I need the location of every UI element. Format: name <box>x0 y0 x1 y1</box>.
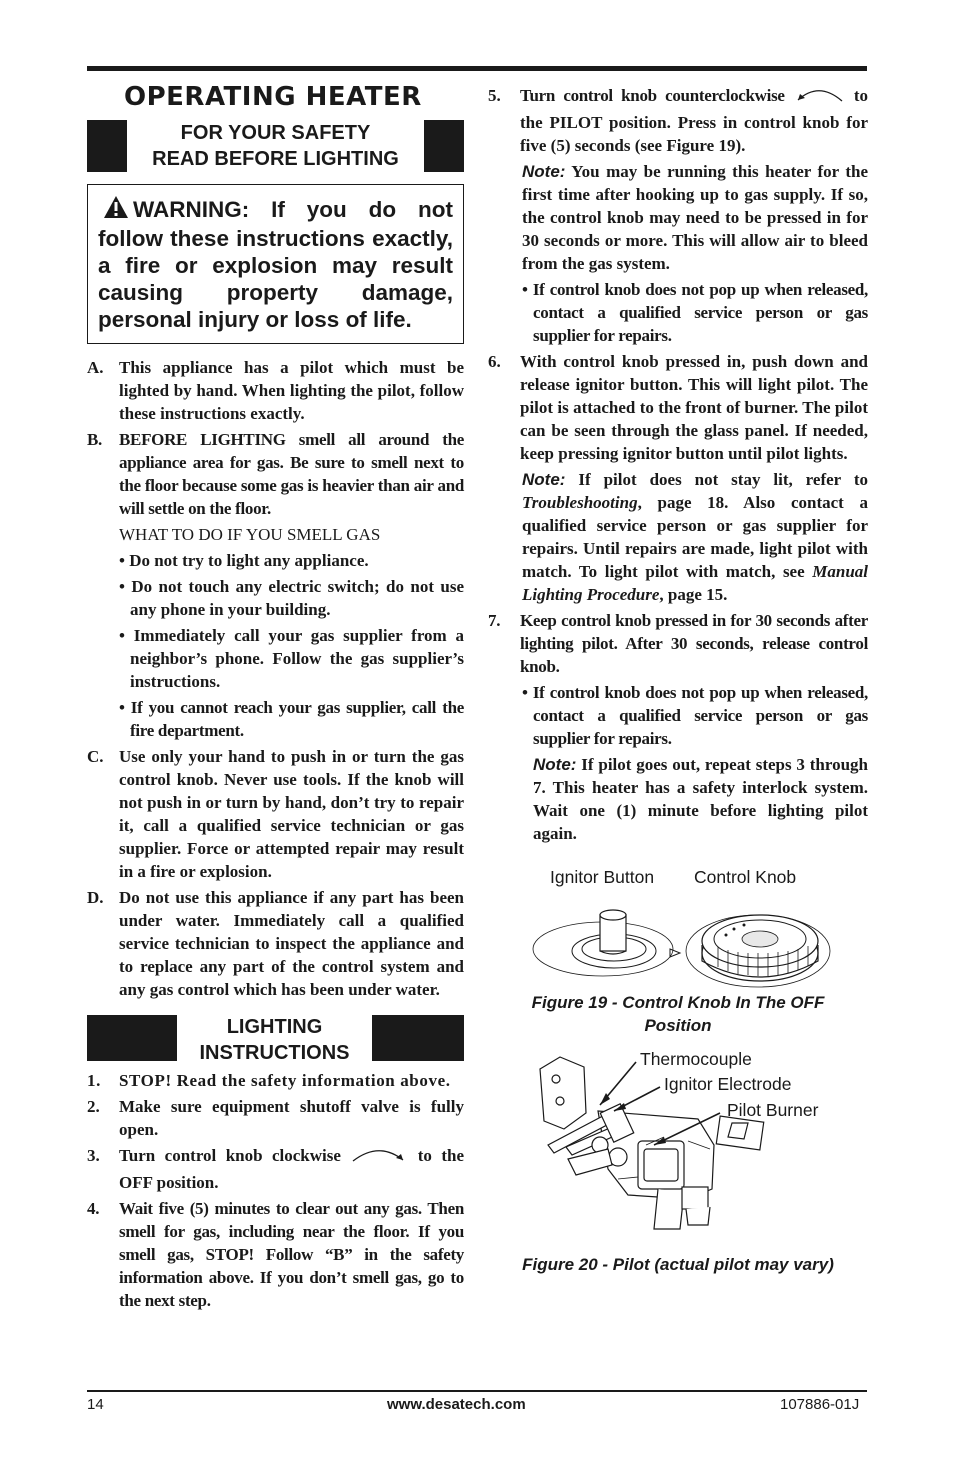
item-text: Do not use this appliance if any part has been under water. Immediately call a qualified service technician to inspect the appliance and to replace any part of the control system and any gas control which has been under water. <box>119 888 464 999</box>
note-ref-troubleshooting: Troubleshooting <box>522 493 638 512</box>
step-label: 2. <box>87 1097 100 1116</box>
step-label: 6. <box>488 352 501 371</box>
clockwise-arrow-icon <box>350 1147 408 1171</box>
smell-gas-bullet: • Do not try to light any appliance. <box>119 551 369 570</box>
top-rule <box>87 66 867 71</box>
smell-gas-bullet: • Do not touch any electric switch; do not use any phone in your building. <box>119 577 464 619</box>
step-label: 7. <box>488 611 501 630</box>
figure-20-caption: Figure 20 - Pilot (actual pilot may vary) <box>522 1255 834 1274</box>
note-text: , page 18. Also contact a qualified service person or gas supplier for repairs. Until repairs are made, light pilot with match. To light pilot with match, see <box>522 493 868 581</box>
step-text-a: Turn control knob clockwise <box>119 1146 341 1165</box>
step-text: Make sure equipment shutoff valve is fully open. <box>119 1097 464 1139</box>
step-text-b: to the OFF position. <box>119 1146 465 1192</box>
item-text: This appliance has a pilot which must be lighted by hand. When lighting the pilot, follow these instructions exactly. <box>119 358 464 423</box>
control-knob-label: Control Knob <box>694 867 797 887</box>
thermocouple-label: Thermocouple <box>640 1049 752 1069</box>
safety-item-b <box>87 428 464 520</box>
control-knob-illustration <box>488 895 868 995</box>
step-text-a: Turn control knob counterclockwise <box>520 86 785 105</box>
smell-gas-bullet: • Immediately call your gas supplier from a neighbor’s phone. Follow the gas supplier’s instructions. <box>119 626 464 691</box>
banner-block-left <box>87 1015 177 1061</box>
figure-19-caption: Figure 19 - Control Knob In The OFF Position <box>531 993 825 1035</box>
note-text: If pilot does not stay lit, refer to <box>565 470 868 489</box>
page-number: 14 <box>87 1396 104 1413</box>
warning-box <box>87 184 464 344</box>
smell-gas-bullet: • If you cannot reach your gas supplier, call the fire department. <box>119 698 464 740</box>
step-text-b: to the PILOT position. Press in control knob for five (5) seconds (see Figure 19). <box>520 86 868 155</box>
step-text: Wait five (5) minutes to clear out any gas. Then smell for gas, including near the floor. If you smell gas, STOP! Follow “B” in the safety information above. If you don’t smell gas, go to the next step. <box>119 1199 464 1310</box>
safety-item-d <box>87 886 464 1001</box>
section-title: OPERATING HEATER <box>124 82 422 112</box>
smell-gas-heading: WHAT TO DO IF YOU SMELL GAS <box>119 525 381 544</box>
step-6-note <box>522 468 868 606</box>
ignitor-button-label: Ignitor Button <box>550 867 655 887</box>
step-7 <box>488 609 868 678</box>
step-label: 4. <box>87 1199 100 1218</box>
step-5-bullet: • If control knob does not pop up when released, contact a qualified service person or gas supplier for repairs. <box>522 280 868 345</box>
footer-rule <box>87 1390 867 1392</box>
ignitor-electrode-label: Ignitor Electrode <box>664 1074 792 1094</box>
lighting-banner <box>87 1015 464 1064</box>
step-7-note <box>533 753 868 845</box>
safety-banner-line2: READ BEFORE LIGHTING <box>152 148 399 170</box>
step-1 <box>87 1069 464 1092</box>
step-label: 3. <box>87 1146 100 1165</box>
banner-block-right <box>372 1015 464 1061</box>
lighting-banner-line2: INSTRUCTIONS <box>199 1042 350 1064</box>
warning-text: : If you do not follow these instructions exactly, a fire or explosion may result causing property damage, personal injury or loss of life. <box>98 197 453 332</box>
step-text <box>520 84 868 157</box>
step-text <box>119 1144 464 1194</box>
warning-triangle-icon <box>103 195 129 225</box>
step-text: Keep control knob pressed in for 30 seconds after lighting pilot. After 30 seconds, release control knob. <box>520 611 868 676</box>
warning-lead: WARNING <box>133 197 242 222</box>
left-column <box>87 78 464 1315</box>
lighting-banner-text <box>177 1014 372 1064</box>
step-6 <box>488 350 868 465</box>
pilot-burner-label: Pilot Burner <box>727 1100 819 1120</box>
figure-19 <box>488 867 868 1039</box>
item-text: BEFORE LIGHTING smell all around the appliance area for gas. Be sure to smell next to the floor because some gas is heavier than air and will settle on the floor. <box>119 430 464 518</box>
note-ref-manual-lighting: Manual Lighting Procedure <box>522 562 868 604</box>
website-link[interactable]: www.desatech.com <box>387 1396 526 1413</box>
item-label: B. <box>87 430 102 449</box>
step-text: With control knob pressed in, push down and release ignitor button. This will light pilot. The pilot is attached to the front of burner. The pilot can be seen through the glass panel. If needed, keep pressing ignitor button until pilot lights. <box>520 352 868 463</box>
note-text: If pilot goes out, repeat steps 3 through 7. This heater has a safety interlock system. Wait one (1) minute before lighting pilot again. <box>533 755 868 843</box>
safety-banner <box>87 120 464 172</box>
safety-item-a <box>87 356 464 425</box>
item-text: Use only your hand to push in or turn the gas control knob. Never use tools. If the knob will not push in or turn by hand, don’t try to repair it, call a qualified service technician or gas supplier. Force or attempted repair may result in a fire or explosion. <box>119 747 464 881</box>
note-text: You may be running this heater for the first time after hooking up to gas supply. If so, the control knob may need to be pressed in for 30 seconds or more. This will allow air to bleed from the gas system. <box>522 162 868 273</box>
item-label: A. <box>87 358 104 377</box>
item-label: D. <box>87 888 104 907</box>
step-7-bullet: • If control knob does not pop up when released, contact a qualified service person or gas supplier for repairs. <box>522 683 868 748</box>
note-text: , page 15. <box>659 585 728 604</box>
note-label: Note: <box>533 755 577 774</box>
right-column <box>488 84 868 1285</box>
step-label: 5. <box>488 86 501 105</box>
step-5-note <box>522 160 868 275</box>
banner-block-right <box>424 120 464 172</box>
step-5 <box>488 84 868 157</box>
item-label: C. <box>87 747 104 766</box>
safety-banner-line1: FOR YOUR SAFETY <box>180 122 371 144</box>
document-number: 107886-01J <box>780 1396 860 1413</box>
step-label: 1. <box>87 1071 101 1090</box>
note-label: Note: <box>522 162 566 181</box>
step-text: STOP! Read the safety information above. <box>119 1071 451 1090</box>
counterclockwise-arrow-icon <box>793 87 845 111</box>
banner-block-left <box>87 120 127 172</box>
lighting-banner-line1: LIGHTING <box>226 1016 323 1038</box>
note-label: Note: <box>522 470 566 489</box>
step-3 <box>87 1144 464 1194</box>
safety-banner-text <box>127 120 424 172</box>
step-4 <box>87 1197 464 1312</box>
safety-item-c <box>87 745 464 883</box>
step-2 <box>87 1095 464 1141</box>
figure-20 <box>488 1049 868 1285</box>
